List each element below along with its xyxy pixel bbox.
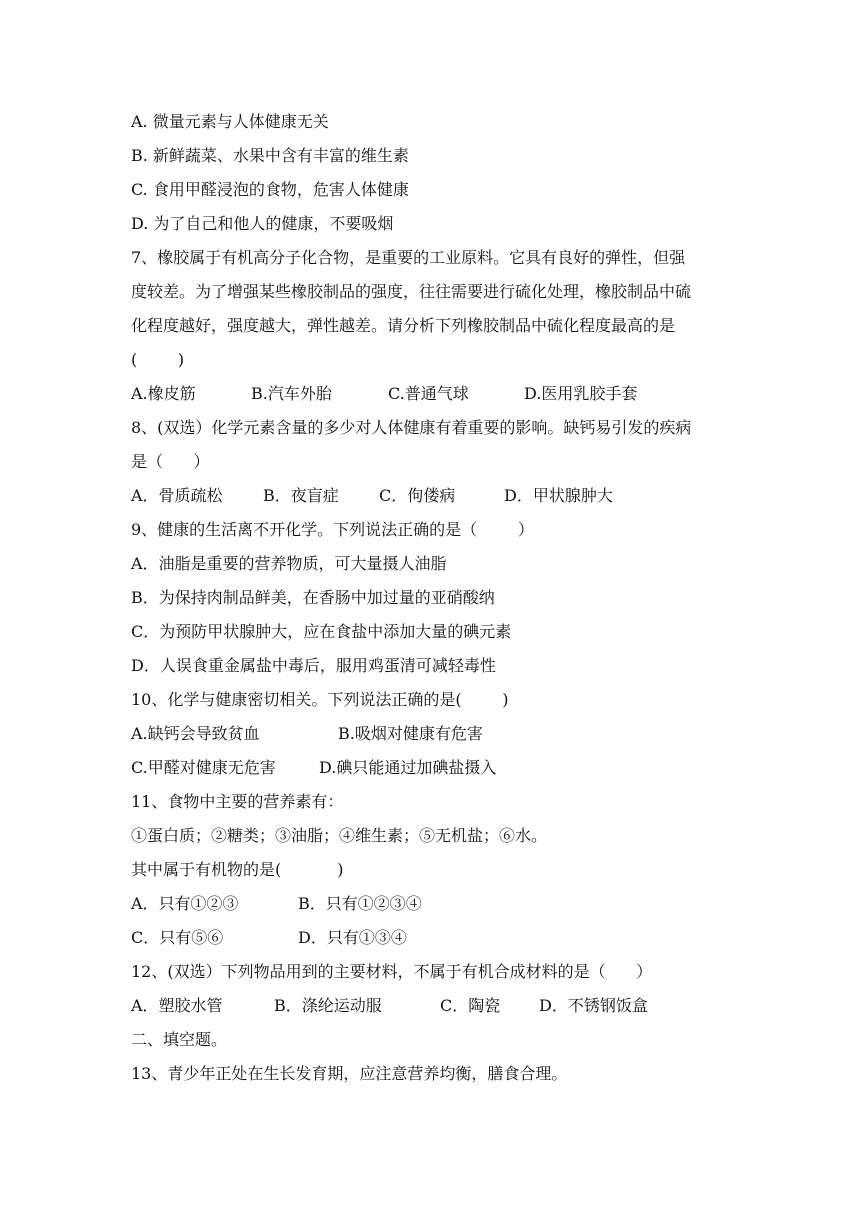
section-heading-fill-in: 二、填空题。 (131, 1030, 228, 1049)
q8-option-a: A．骨质疏松 (131, 486, 223, 505)
q11-nutrients-list: ①蛋白质；②糖类；③油脂；④维生素；⑤无机盐；⑥水。 (131, 826, 548, 845)
q6-option-a: A. 微量元素与人体健康无关 (131, 112, 329, 131)
q7-stem-line-1: 7、橡胶属于有机高分子化合物，是重要的工业原料。它具有良好的弹性，但强 (131, 248, 686, 267)
q8-stem-line-2: 是（ ） (131, 452, 210, 471)
q7-option-b: B.汽车外胎 (251, 384, 332, 403)
q11-question: 其中属于有机物的是( ) (131, 860, 344, 879)
q8-option-d: D．甲状腺肿大 (504, 486, 613, 505)
q8-option-c: C．佝偻病 (379, 486, 456, 505)
q10-option-b: B.吸烟对健康有危害 (338, 724, 483, 743)
q7-stem-line-3: 化程度越好，强度越大，弹性越差。请分析下列橡胶制品中硫化程度最高的是 (131, 316, 676, 335)
q7-option-c: C.普通气球 (388, 384, 469, 403)
q7-stem-line-2: 度较差。为了增强某些橡胶制品的强度，往往需要进行硫化处理，橡胶制品中硫 (131, 282, 692, 301)
q9-option-c: C．为预防甲状腺肿大，应在食盐中添加大量的碘元素 (131, 622, 512, 641)
q11-option-b: B．只有①②③④ (298, 894, 422, 913)
q6-option-d: D. 为了自己和他人的健康，不要吸烟 (131, 214, 394, 233)
q9-stem: 9、健康的生活离不开化学。下列说法正确的是（ ） (131, 520, 534, 539)
q11-option-a: A．只有①②③ (131, 894, 239, 913)
q12-option-c: C．陶瓷 (440, 996, 501, 1015)
q11-option-d: D．只有①③④ (298, 928, 407, 947)
q7-option-d: D.医用乳胶手套 (524, 384, 638, 403)
q10-option-a: A.缺钙会导致贫血 (131, 724, 260, 743)
q12-option-a: A．塑胶水管 (131, 996, 223, 1015)
q10-option-c: C.甲醛对健康无危害 (131, 758, 276, 777)
q12-option-b: B．涤纶运动服 (274, 996, 382, 1015)
q8-option-b: B．夜盲症 (263, 486, 339, 505)
q11-stem: 11、食物中主要的营养素有： (131, 792, 344, 811)
q13-stem: 13、青少年正处在生长发育期，应注意营养均衡，膳食合理。 (131, 1064, 568, 1083)
q9-option-a: A．油脂是重要的营养物质，可大量摄人油脂 (131, 554, 447, 573)
q12-stem: 12、(双选）下列物品用到的主要材料，不属于有机合成材料的是（ ） (131, 962, 653, 981)
q7-answer-blank: ( ) (131, 350, 185, 369)
q6-option-b: B. 新鲜蔬菜、水果中含有丰富的维生素 (131, 146, 409, 165)
q6-option-c: C. 食用甲醛浸泡的食物，危害人体健康 (131, 180, 409, 199)
q12-option-d: D．不锈钢饭盒 (539, 996, 648, 1015)
q9-option-d: D．人误食重金属盐中毒后，服用鸡蛋清可减轻毒性 (131, 656, 496, 675)
q11-option-c: C．只有⑤⑥ (131, 928, 224, 947)
q8-stem-line-1: 8、(双选）化学元素含量的多少对人体健康有着重要的影响。缺钙易引发的疾病 (131, 418, 692, 437)
q10-option-d: D.碘只能通过加碘盐摄入 (319, 758, 497, 777)
q10-stem: 10、化学与健康密切相关。下列说法正确的是( ) (131, 690, 509, 709)
q7-option-a: A.橡皮筋 (131, 384, 196, 403)
q9-option-b: B．为保持肉制品鲜美，在香肠中加过量的亚硝酸纳 (131, 588, 495, 607)
